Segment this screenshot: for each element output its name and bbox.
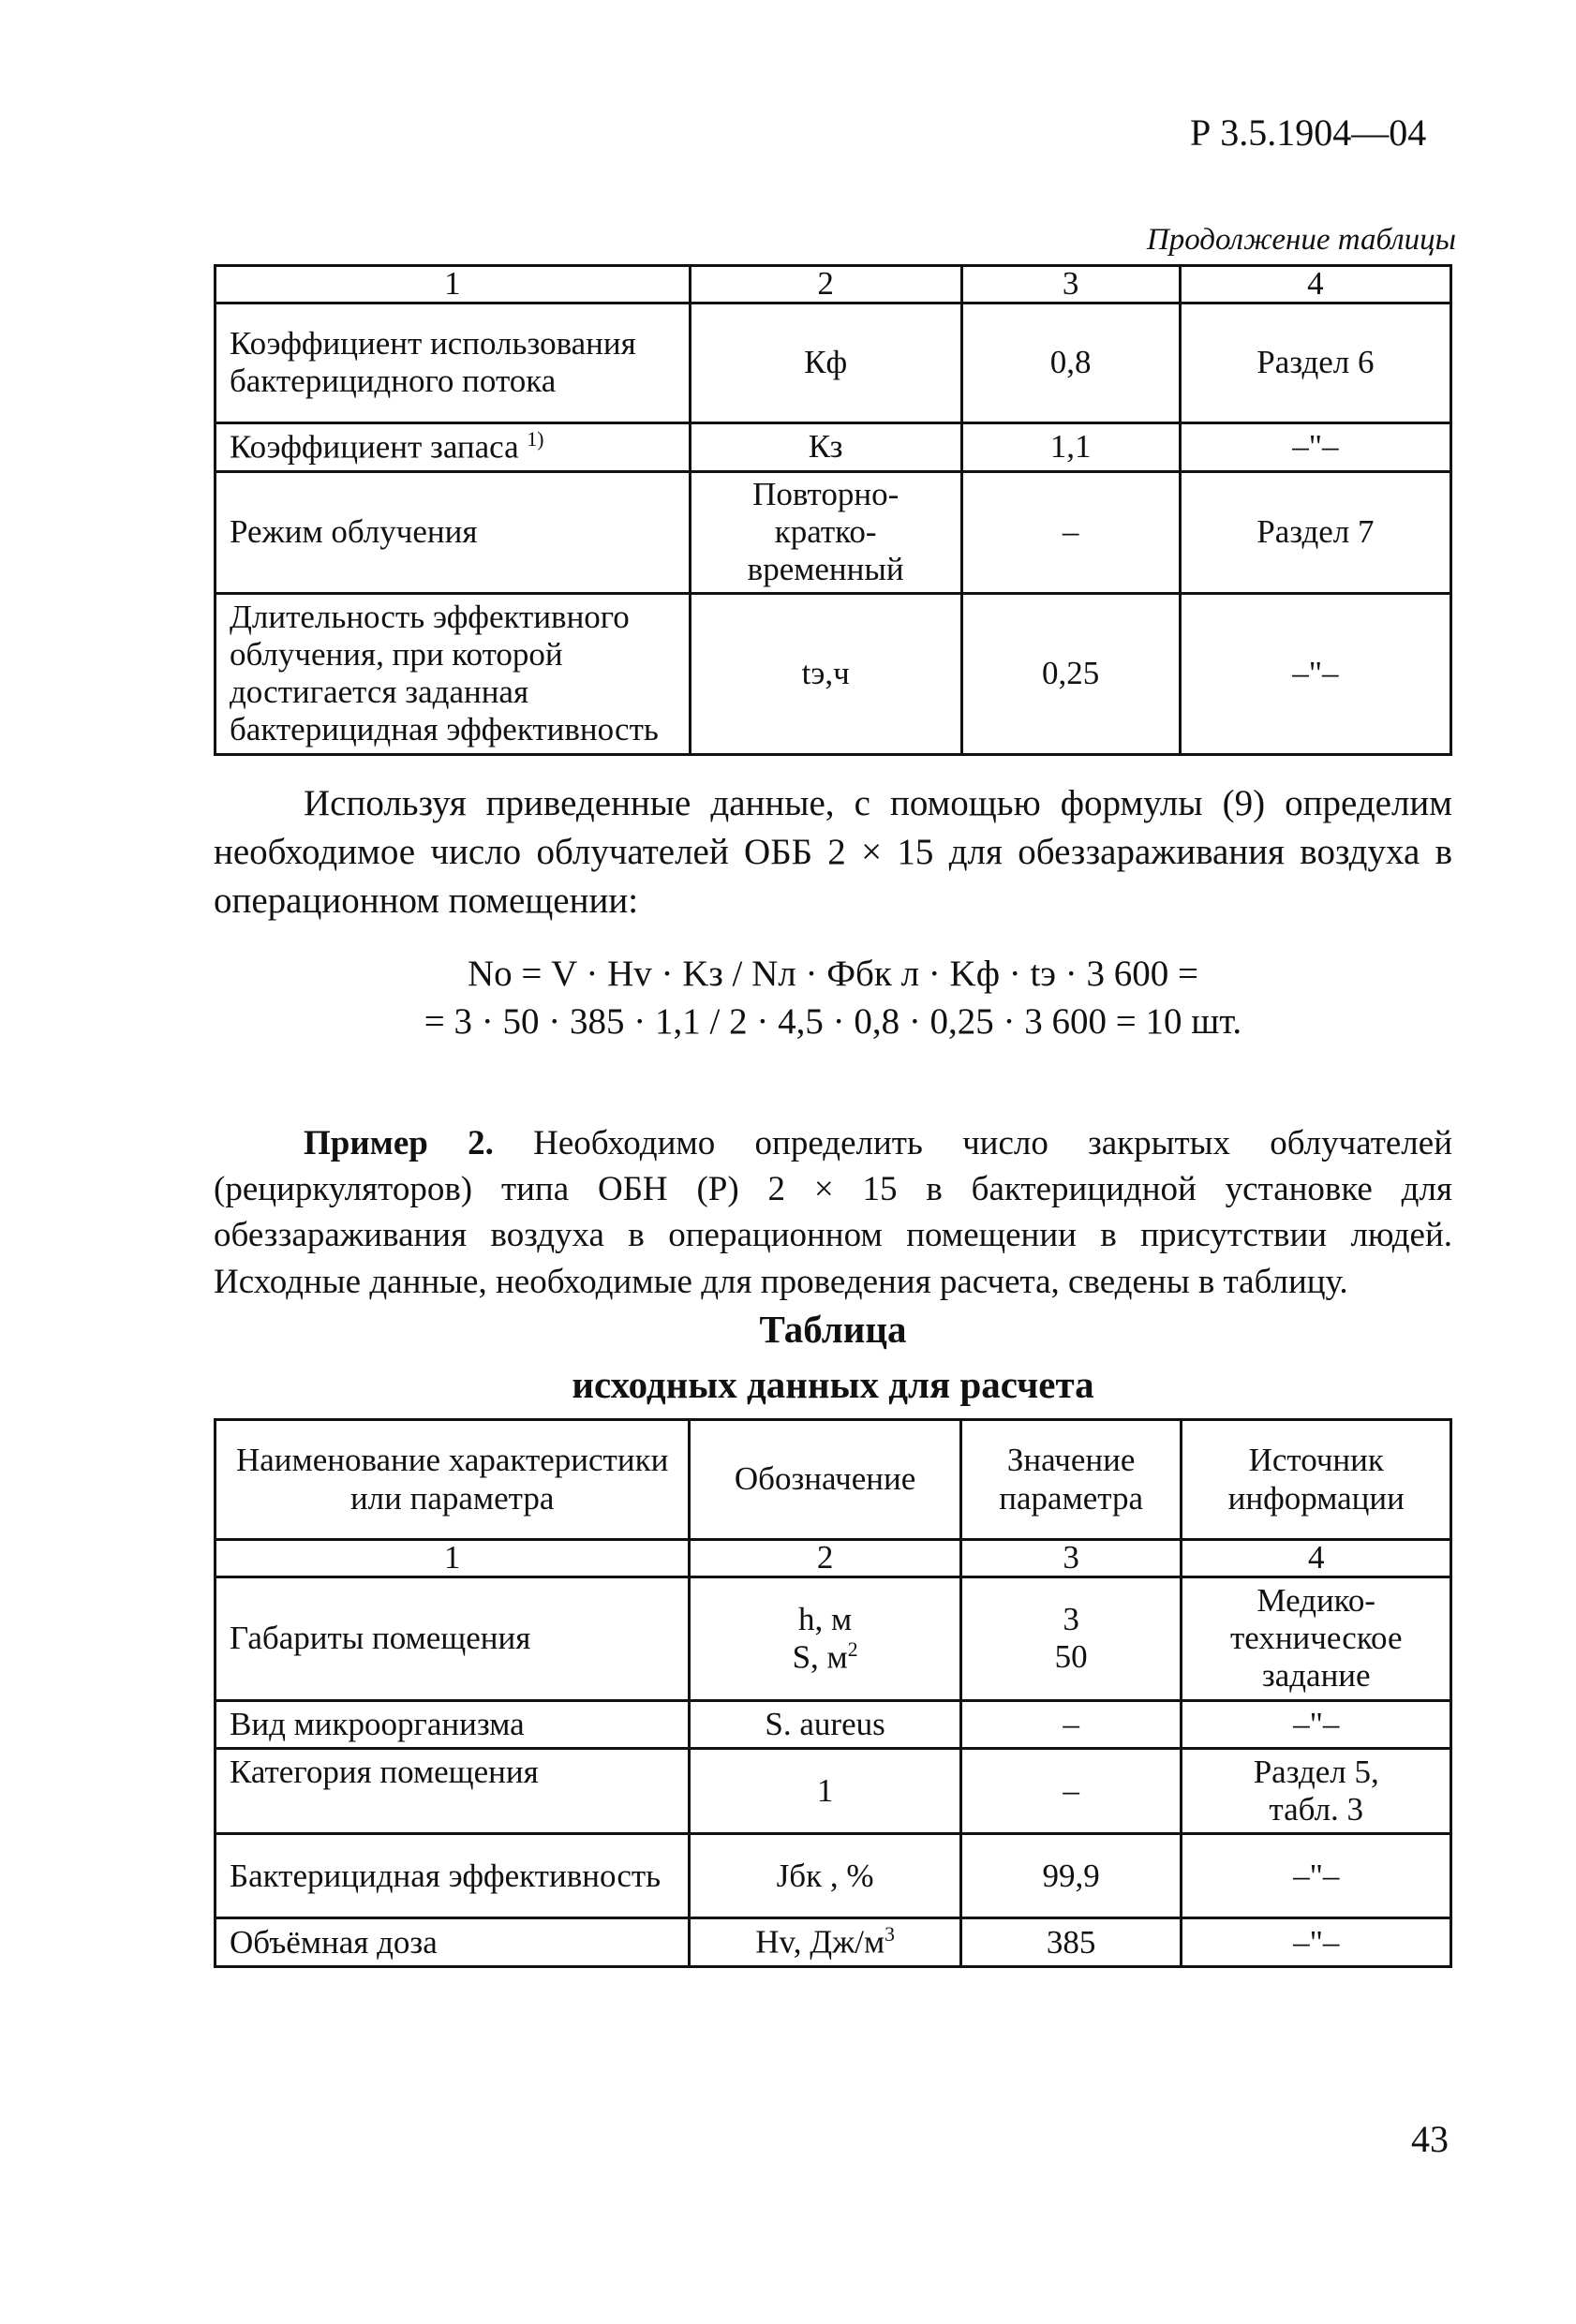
parameter-value xyxy=(960,1576,1182,1700)
column-number: 4 xyxy=(1180,266,1450,303)
parameter-source: –"– xyxy=(1180,593,1450,754)
continuation-table xyxy=(214,264,1452,756)
table-caption-line-1: Таблица xyxy=(759,1308,907,1351)
parameter-symbol: Кз xyxy=(690,422,961,471)
parameter-value: 1,1 xyxy=(961,422,1180,471)
formula-line-2: = 3 · 50 · 385 · 1,1 / 2 · 4,5 · 0,8 · 0,25 · 3 600 = 10 шт. xyxy=(424,1001,1242,1043)
parameter-name: Бактерицидная эффективность xyxy=(216,1834,690,1918)
header-cell: Обозначение xyxy=(690,1420,961,1540)
parameter-source: Медико-техническое задание xyxy=(1182,1576,1451,1700)
column-number: 1 xyxy=(216,1540,690,1577)
symbol-text: Hv, Дж/м xyxy=(755,1923,885,1961)
parameter-value: 385 xyxy=(960,1918,1182,1967)
parameter-name: Вид микроорганизма xyxy=(216,1700,690,1748)
parameter-name: Габариты помещения xyxy=(216,1576,690,1700)
symbol-line xyxy=(704,1638,946,1677)
parameter-value: – xyxy=(960,1700,1182,1748)
source-line: табл. 3 xyxy=(1269,1791,1364,1828)
table-row xyxy=(216,1700,1451,1748)
example-2-text: Необходимо определить число закрытых облучателей (рециркуляторов) типа ОБН (Р) 2 × 15 в бактерицидной установке для обеззараживания воздуха в операционном помещении в присутствии людей. Исходные данные, необходимые для проведения расчета, сведены в таблицу. xyxy=(214,1124,1452,1301)
parameter-value: 0,25 xyxy=(961,593,1180,754)
value-line: 50 xyxy=(1054,1638,1088,1676)
parameter-symbol: S. aureus xyxy=(690,1700,961,1748)
column-number: 3 xyxy=(960,1540,1182,1577)
document-number: Р 3.5.1904—04 xyxy=(1190,111,1427,154)
table-row xyxy=(216,471,1451,593)
superscript: 3 xyxy=(885,1923,895,1947)
parameter-source: Раздел 7 xyxy=(1180,471,1450,593)
table-row xyxy=(216,593,1451,754)
parameter-value: – xyxy=(961,471,1180,593)
example-2-label: Пример 2. xyxy=(304,1124,494,1162)
column-number: 4 xyxy=(1182,1540,1451,1577)
parameter-symbol xyxy=(690,1576,961,1700)
parameter-name: Объёмная доза xyxy=(216,1918,690,1967)
table-caption xyxy=(214,1302,1452,1414)
parameter-symbol: 1 xyxy=(690,1748,961,1834)
source-data-table xyxy=(214,1418,1452,1968)
header-row xyxy=(216,1420,1451,1540)
parameter-source: Раздел 6 xyxy=(1180,303,1450,422)
parameter-symbol: tэ,ч xyxy=(690,593,961,754)
parameter-name: Коэффициент использования бактерицидного потока xyxy=(216,303,691,422)
header-cell: Значение параметра xyxy=(960,1420,1182,1540)
parameter-symbol: Повторно-кратко-временный xyxy=(690,471,961,593)
parameter-name: Категория помещения xyxy=(216,1748,690,1834)
table-row xyxy=(216,1918,1451,1967)
parameter-name: Длительность эффективного облучения, при которой достигается заданная бактерицидная эффективность xyxy=(216,593,691,754)
column-number-row xyxy=(216,1540,1451,1577)
value-line: 3 xyxy=(1063,1600,1079,1637)
parameter-source: –"– xyxy=(1182,1918,1451,1967)
table-row xyxy=(216,1576,1451,1700)
source-line: Раздел 5, xyxy=(1253,1753,1379,1790)
superscript: 2 xyxy=(847,1637,858,1661)
table-continuation-note: Продолжение таблицы xyxy=(1146,223,1456,257)
parameter-symbol xyxy=(690,1918,961,1967)
symbol-line: h, м xyxy=(798,1600,853,1637)
table-caption-line-2: исходных данных для расчета xyxy=(572,1363,1094,1407)
column-number-row xyxy=(216,266,1451,303)
parameter-source: –"– xyxy=(1180,422,1450,471)
parameter-source: –"– xyxy=(1182,1700,1451,1748)
parameter-symbol: Кф xyxy=(690,303,961,422)
column-number: 1 xyxy=(216,266,691,303)
symbol-text: S, м xyxy=(792,1638,848,1676)
header-cell: Наименование характеристики или параметра xyxy=(216,1420,690,1540)
parameter-name: Режим облучения xyxy=(216,471,691,593)
formula-line-1: Nо = V · Hv · Kз / Nл · Фбк л · Kф · tэ · 3 600 = xyxy=(467,954,1199,994)
column-number: 3 xyxy=(961,266,1180,303)
parameter-source xyxy=(1182,1748,1451,1834)
footnote-mark: 1) xyxy=(527,427,544,451)
parameter-value: 99,9 xyxy=(960,1834,1182,1918)
parameter-name-text: Коэффициент запаса xyxy=(230,428,519,466)
table-row xyxy=(216,1834,1451,1918)
header-cell: Источник информации xyxy=(1182,1420,1451,1540)
parameter-value: 0,8 xyxy=(961,303,1180,422)
parameter-source: –"– xyxy=(1182,1834,1451,1918)
column-number: 2 xyxy=(690,1540,961,1577)
column-number: 2 xyxy=(690,266,961,303)
formula xyxy=(214,950,1452,1046)
parameter-name xyxy=(216,422,691,471)
page-number: 43 xyxy=(1411,2118,1449,2160)
table-row xyxy=(216,422,1451,471)
paragraph-usage: Используя приведенные данные, с помощью формулы (9) определим необходимое число облучателей ОББ 2 × 15 для обеззараживания воздуха в операционном помещении: xyxy=(214,783,1452,921)
table-row xyxy=(216,1748,1451,1834)
parameter-symbol: Jбк , % xyxy=(690,1834,961,1918)
table-row xyxy=(216,303,1451,422)
parameter-value: – xyxy=(960,1748,1182,1834)
example-2-paragraph xyxy=(214,1120,1452,1305)
